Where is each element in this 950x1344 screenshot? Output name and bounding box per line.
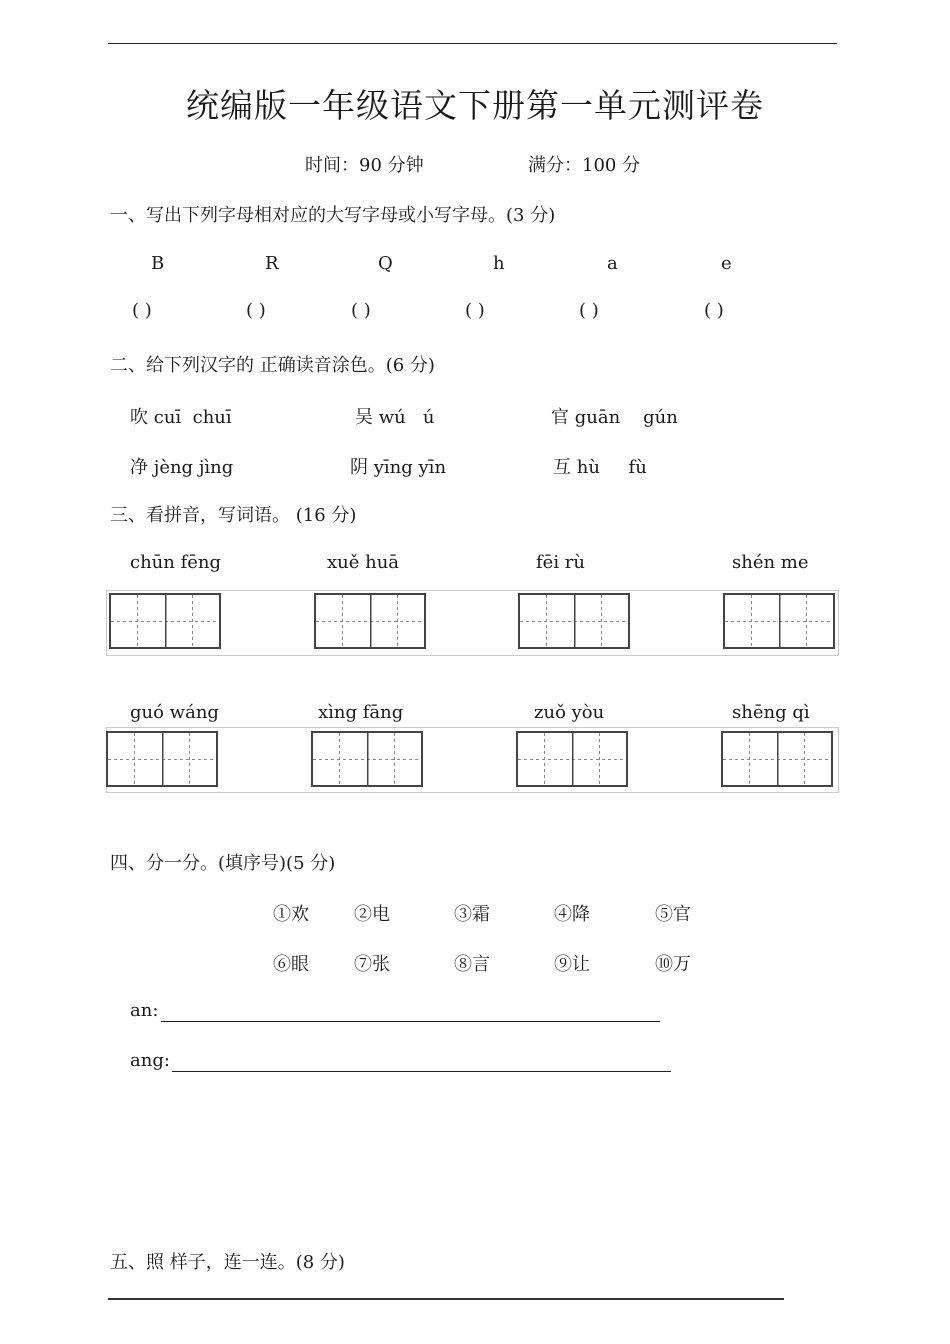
answer-blank[interactable]: ( ) — [246, 300, 266, 321]
exam-full-score: 满分：100 分 — [528, 155, 641, 176]
letter-item: R — [265, 253, 279, 274]
section-2-heading: 二、给下列汉字的 正确读音涂色。(6 分) — [110, 355, 435, 376]
sort-option: ①欢 — [273, 904, 309, 925]
pinyin-option[interactable]: hù — [576, 457, 600, 478]
writing-grid-box[interactable] — [721, 731, 833, 787]
answer-blank[interactable]: ( ) — [579, 300, 599, 321]
letter-item: e — [721, 253, 732, 274]
sort-option: ②电 — [354, 904, 390, 925]
pinyin-prompt: shēng qì — [732, 702, 810, 723]
pinyin-option[interactable]: jìng — [198, 457, 234, 478]
writing-grid-box[interactable] — [518, 593, 630, 649]
section-4-heading: 四、分一分。(填序号)(5 分) — [110, 853, 336, 874]
sort-option: ⑧言 — [454, 954, 490, 975]
section-5-heading: 五、照 样子，连一连。(8 分) — [110, 1252, 345, 1273]
sort-option: ④降 — [554, 904, 590, 925]
letter-item: h — [493, 253, 505, 274]
pinyin-option[interactable]: ú — [422, 407, 435, 428]
answer-blank[interactable]: ( ) — [132, 300, 152, 321]
an-label: an: — [130, 1000, 159, 1021]
exam-time: 时间：90 分钟 — [305, 155, 424, 176]
answer-blank[interactable]: ( ) — [465, 300, 485, 321]
hanzi: 阴 — [350, 457, 368, 478]
sort-option: ③霜 — [454, 904, 490, 925]
reading-choice-item — [130, 403, 232, 429]
hanzi: 吴 — [355, 407, 373, 428]
writing-grid-box[interactable] — [723, 593, 835, 649]
pinyin-prompt: xìng fāng — [318, 702, 404, 723]
pinyin-option[interactable]: guān — [574, 407, 621, 428]
reading-choice-item — [355, 403, 435, 429]
hanzi: 净 — [130, 457, 148, 478]
answer-blank[interactable]: ( ) — [704, 300, 724, 321]
pinyin-option[interactable]: jèng — [153, 457, 194, 478]
sort-option: ⑦张 — [354, 954, 390, 975]
hanzi: 互 — [553, 457, 571, 478]
sort-option: ⑩万 — [655, 954, 691, 975]
pinyin-option[interactable]: gún — [643, 407, 678, 428]
pinyin-prompt: guó wáng — [130, 702, 219, 723]
page-title: 统编版一年级语文下册第一单元测评卷 — [186, 86, 764, 125]
reading-choice-item — [350, 453, 446, 479]
pinyin-option[interactable]: chuī — [192, 407, 232, 428]
answer-blank[interactable]: ( ) — [351, 300, 371, 321]
an-answer-line[interactable] — [161, 1021, 660, 1022]
writing-grid-box[interactable] — [516, 731, 628, 787]
pinyin-prompt: xuě huā — [327, 552, 400, 573]
hanzi: 吹 — [130, 407, 148, 428]
pinyin-prompt: chūn fēng — [130, 552, 222, 573]
reading-choice-item — [553, 453, 647, 479]
pinyin-prompt: zuǒ yòu — [534, 702, 605, 723]
section-3-heading: 三、看拼音，写词语。 (16 分) — [110, 505, 357, 526]
hanzi: 官 — [551, 407, 569, 428]
sort-option: ⑨让 — [554, 954, 590, 975]
letter-item: B — [151, 253, 165, 274]
writing-grid-box[interactable] — [109, 593, 221, 649]
pinyin-prompt: fēi rù — [536, 552, 585, 573]
pinyin-option[interactable]: fù — [628, 457, 647, 478]
sort-option: ⑥眼 — [273, 954, 309, 975]
reading-choice-item — [130, 453, 233, 479]
writing-grid-box[interactable] — [314, 593, 426, 649]
bottom-rule — [108, 1298, 784, 1300]
letter-item: Q — [378, 253, 393, 274]
letter-item: a — [607, 253, 618, 274]
writing-grid-box[interactable] — [106, 731, 218, 787]
top-rule — [108, 43, 837, 44]
pinyin-option[interactable]: yīn — [418, 457, 447, 478]
sort-option: ⑤官 — [655, 904, 691, 925]
pinyin-option[interactable]: wú — [378, 407, 406, 428]
section-1-heading: 一、写出下列字母相对应的大写字母或小写字母。(3 分) — [110, 205, 556, 226]
pinyin-option[interactable]: cuī — [153, 407, 182, 428]
pinyin-option[interactable]: yīng — [373, 457, 413, 478]
writing-grid-box[interactable] — [311, 731, 423, 787]
pinyin-prompt: shén me — [732, 552, 809, 573]
ang-answer-line[interactable] — [172, 1071, 671, 1072]
reading-choice-item — [551, 403, 678, 429]
ang-label: ang: — [130, 1050, 170, 1071]
